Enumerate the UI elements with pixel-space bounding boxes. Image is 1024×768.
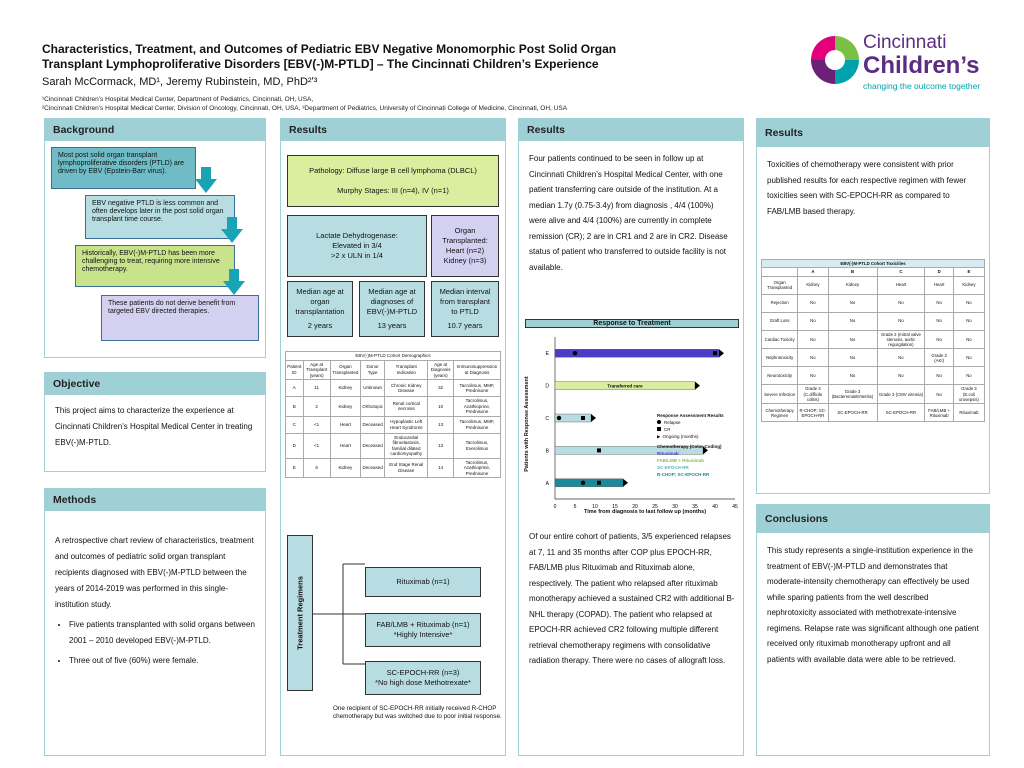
demographics-cell: Chronic Kidney Disease (385, 380, 428, 397)
regimen-footnote: One recipient of SC-EPOCH-RR initially received R-CHOP chemotherapy but was switched due to poor initial response. (333, 705, 502, 720)
regimen-fab-lmb (365, 613, 481, 647)
median-interval-box (431, 281, 499, 337)
toxicities-cell: No (953, 330, 984, 349)
legend-chemo-1: Rituximab (657, 451, 679, 456)
toxicities-cell: Kidney (828, 276, 877, 294)
demographics-cell: D (286, 433, 304, 458)
chart-y-tick-label: A (545, 480, 549, 487)
toxicities-cell: Rituximab (953, 404, 984, 422)
logo-mark-icon (805, 30, 865, 90)
response-chart (525, 319, 739, 519)
regimen-sc-epoch-rr-text: SC-EPOCH-RR (n=3) (386, 668, 460, 677)
demographics-cell: 14 (428, 458, 454, 478)
toxicities-cell: Grade 3 (C.difficile colitis) (798, 385, 828, 404)
table-row (762, 276, 985, 294)
table-row (286, 416, 501, 433)
demographics-header-cell: Immunosuppression at Diagnosis (454, 360, 501, 380)
background-heading: Background (45, 119, 265, 141)
logo-line-2: Children’s (863, 52, 980, 79)
legend-chemo-4: R-CHOP; SC-EPOCH-RR (657, 472, 710, 477)
table-row (762, 330, 985, 349)
toxicities-header-cell: D (925, 268, 953, 276)
toxicities-cell: R-CHOP; SC-EPOCH-RR (798, 404, 828, 422)
toxicities-table (761, 259, 985, 422)
chart-x-tick-label: 40 (712, 504, 718, 510)
toxicities-header-cell: E (953, 268, 984, 276)
toxicities-header-cell: C (877, 268, 925, 276)
toxicities-cell: No (798, 349, 828, 367)
table-row (286, 380, 501, 397)
background-box-2: EBV negative PTLD is less common and often develops later in the post solid organ transplant time course. (85, 195, 235, 239)
toxicities-cell: No (798, 330, 828, 349)
toxicities-cell: No (953, 349, 984, 367)
toxicities-cell: Grade 3 (CMV viremia) (877, 385, 925, 404)
pathology-text: Pathology: Diffuse large B cell lymphoma (DLBCL) (309, 166, 477, 175)
median-age-transplant-label: Median age at organ transplantation (295, 287, 345, 316)
conclusions-text: This study represents a single-institution experience in the treatment of EBV(-)M-PTLD and demonstrates that moderate-intensity chemotherapy can effectively be used while sparing patients from the well described nephrotoxicity associated with methotrexate-intensive regimens. Relapse rate was significant although one patient received only rituximab monotherapy upfront and all patients with available data were able to be retrieved. (767, 546, 979, 664)
chart-title: Response to Treatment (525, 319, 739, 328)
chart-x-tick-label: 45 (732, 504, 738, 510)
chart-relapse-point (573, 351, 577, 355)
demographics-cell: Unknown (361, 380, 385, 397)
toxicities-cell: No (925, 385, 953, 404)
methods-bullet-1: • Five patients transplanted with solid organs between 2001 – 2010 developed EBV(-)M-PTLD. (69, 617, 255, 649)
conclusions-heading: Conclusions (757, 505, 989, 533)
regimen-sc-epoch-rr-note: *No high dose Methotrexate* (375, 678, 471, 687)
demographics-cell: E (286, 458, 304, 478)
background-box-4: These patients do not derive benefit from targeted EBV directed therapies. (101, 295, 259, 341)
chart-x-tick-label: 30 (672, 504, 678, 510)
chart-cr-point (597, 481, 601, 485)
median-interval-value: 10.7 years (447, 321, 483, 330)
toxicities-header-cell: A (798, 268, 828, 276)
toxicities-cell: Kidney (953, 276, 984, 294)
toxicities-cell: No (828, 349, 877, 367)
toxicities-cell: No (925, 330, 953, 349)
poster-title (42, 42, 742, 72)
title-line-2: Transplant Lymphoproliferative Disorders [EBV(-)M-PTLD] – The Cincinnati Children’s Experience (42, 57, 599, 71)
chart-x-tick-label: 5 (573, 504, 577, 510)
results-paragraph-1: Four patients continued to be seen in follow up at Cincinnati Children’s Hospital Medical Center, with one patient transferring care outside of the institution. At a median 1.7y (0.75-3.4y) from diagnosis , 4/4 (100%) were alive and 4/4 (100%) are currently in complete remission (CR); 2 are in CR1 and 2 are in CR2. Disease status of patient who transferred to outside facility is not available. (529, 154, 728, 272)
legend-cr: CR (657, 426, 737, 433)
organ-kidney: Kidney (n=3) (443, 256, 487, 265)
toxicities-cell: Grade 2 (AKI) (925, 349, 953, 367)
toxicities-cell: No (828, 294, 877, 312)
regimen-connector-lines (313, 539, 365, 689)
legend-chemo-heading: Chemotherapy (Color-Coding) (657, 444, 722, 449)
toxicities-cell: Severe Infection (762, 385, 798, 404)
demographics-cell: Kidney (330, 380, 360, 397)
median-age-diagnosis-label: Median age at diagnoses of EBV(-)M-PTLD (366, 287, 418, 316)
demographics-cell: Kidney (330, 397, 360, 417)
regimen-fab-lmb-text: FAB/LMB + Rituximab (n=1) (376, 620, 470, 629)
chart-ongoing-arrow (695, 382, 700, 390)
demographics-cell: 32 (428, 380, 454, 397)
toxicities-cell: No (877, 349, 925, 367)
legend-chemo-3: SC-EPOCH-RR (657, 465, 689, 470)
results-heading-2: Results (519, 119, 743, 141)
demographics-cell: A (286, 380, 304, 397)
down-arrow-icon (195, 167, 217, 193)
demographics-cell: Deceased (361, 458, 385, 478)
demographics-cell: 2 (303, 397, 330, 417)
demographics-header-row (286, 360, 501, 380)
results-heading-1: Results (281, 119, 505, 141)
toxicities-cell: No (828, 367, 877, 385)
regimen-rituximab-text: Rituximab (n=1) (396, 577, 450, 586)
regimen-sc-epoch-rr (365, 661, 481, 695)
toxicities-cell: No (877, 294, 925, 312)
logo-tagline: changing the outcome together (863, 81, 981, 91)
toxicities-cell: No (925, 312, 953, 330)
chart-x-tick-label: 0 (553, 504, 557, 510)
chart-y-tick-label: B (545, 448, 549, 455)
demographics-table (285, 351, 501, 478)
toxicities-cell: No (953, 294, 984, 312)
toxicities-cell: No (877, 312, 925, 330)
demographics-header-cell: Patient ID (286, 360, 304, 380)
results-heading-3: Results (757, 119, 989, 147)
demographics-cell: Endocardial fibroelastosis, familial dilated cardiomyopathy (385, 433, 428, 458)
chart-xlabel: Time from diagnosis to last follow up (months) (583, 509, 707, 515)
demographics-cell: <1 (303, 433, 330, 458)
ldh-value-2: >2 x ULN in 1/4 (331, 251, 383, 260)
regimen-rituximab (365, 567, 481, 597)
pathology-box (287, 155, 499, 207)
table-row (286, 397, 501, 417)
background-box-3: Historically, EBV(-)M-PTLD has been more challenging to treat, requiring more intensive chemotherapy. (75, 245, 235, 287)
demographics-cell: Kidney (330, 458, 360, 478)
toxicities-cell: No (798, 294, 828, 312)
background-panel (44, 118, 266, 358)
demographics-cell: Orthotopic (361, 397, 385, 417)
chart-bar-annotation: Transferred care (607, 383, 643, 389)
treatment-regimens-label: Treatment Regimens (295, 576, 305, 650)
chart-cr-point (713, 351, 717, 355)
chart-y-tick-label: E (545, 351, 549, 358)
median-age-transplant-box (287, 281, 353, 337)
median-interval-label: Median interval from transplant to PTLD (439, 287, 491, 316)
background-box-1: Most post solid organ transplant lymphoproliferative disorders (PTLD) are driven by EBV (Epstein-Barr virus). (51, 147, 196, 189)
demographics-cell: Heart (330, 416, 360, 433)
toxicities-cell: SC-EPOCH-RR (877, 404, 925, 422)
demographics-cell: B (286, 397, 304, 417)
chart-relapse-point (581, 481, 585, 485)
toxicities-title: EBV(-)M-PTLD Cohort Toxicities (762, 260, 985, 268)
methods-heading: Methods (45, 489, 265, 511)
median-age-diagnosis-value: 13 years (377, 321, 407, 330)
affiliation-1: ¹Cincinnati Children’s Hospital Medical Center, Department of Pediatrics, Cincinnati, OH, USA, (42, 96, 314, 103)
table-row (762, 294, 985, 312)
cincinnati-childrens-logo (805, 28, 995, 94)
demographics-cell: C (286, 416, 304, 433)
methods-panel (44, 488, 266, 756)
authors: Sarah McCormack, MD¹, Jeremy Rubinstein, MD, PhD²ʹ³ (42, 76, 318, 88)
organ-transplanted-box (431, 215, 499, 277)
demographics-cell: End Stage Renal Disease (385, 458, 428, 478)
legend-chemo-2: FAB/LMB + Rituximab (657, 458, 704, 463)
ldh-box (287, 215, 427, 277)
objective-text: This project aims to characterize the experience at Cincinnati Children’s Hospital Medical Center in treating EBV(-)M-PTLD. (55, 406, 253, 447)
table-row (762, 404, 985, 422)
demographics-cell: Tacrolimus, Azathioprine, Prednisone (454, 397, 501, 417)
toxicities-cell: Organ Transplanted (762, 276, 798, 294)
chart-x-tick-label: 25 (652, 504, 658, 510)
demographics-cell: <1 (303, 416, 330, 433)
demographics-cell: Tacrolimus, MMF, Prednisone (454, 380, 501, 397)
toxicities-header-cell (762, 268, 798, 276)
conclusions-panel (756, 504, 990, 756)
demographics-header-cell: Donor Type (361, 360, 385, 380)
regimen-fab-lmb-note: *Highly Intensive* (393, 630, 453, 639)
ldh-value-1: Elevated in 3/4 (332, 241, 382, 250)
chart-cr-point (581, 416, 585, 420)
murphy-stages-text: Murphy Stages: III (n=4), IV (n=1) (337, 186, 449, 195)
toxicities-cell: Chemotherapy Regimen (762, 404, 798, 422)
title-line-1: Characteristics, Treatment, and Outcomes of Pediatric EBV Negative Monomorphic Post Solid Organ (42, 42, 617, 56)
chart-x-tick-label: 35 (692, 504, 698, 510)
toxicities-header-row (762, 268, 985, 276)
toxicities-cell: Grade 2 (mitral valve stenosis, aortic regurgitation) (877, 330, 925, 349)
chart-ongoing-arrow (623, 479, 628, 487)
legend-ongoing: ▶ Ongoing (months) (657, 434, 699, 439)
table-row (762, 367, 985, 385)
demographics-title: EBV(-)M-PTLD Cohort Demographics (286, 352, 501, 361)
demographics-cell: 6 (303, 458, 330, 478)
toxicities-cell: Rejection (762, 294, 798, 312)
toxicities-cell: No (953, 312, 984, 330)
demographics-cell: 13 (428, 433, 454, 458)
objective-panel (44, 372, 266, 472)
demographics-cell: Deceased (361, 433, 385, 458)
table-row (762, 349, 985, 367)
organ-label: Organ Transplanted: (442, 226, 488, 245)
toxicities-cell: No (828, 330, 877, 349)
chart-cr-point (597, 448, 601, 452)
toxicities-cell: FAB/LMB + Rituximab (925, 404, 953, 422)
toxicities-cell: Graft Loss (762, 312, 798, 330)
demographics-header-cell: Age at Transplant (years) (303, 360, 330, 380)
demographics-cell: Tacrolimus, Everolimus (454, 433, 501, 458)
toxicities-cell: Neurotoxicity (762, 367, 798, 385)
table-row (762, 312, 985, 330)
toxicities-header-cell: B (828, 268, 877, 276)
relapse-dot-icon (657, 420, 661, 424)
demographics-cell: Hypoplastic Left Heart Syndrome (385, 416, 428, 433)
demographics-cell: Tacrolimus, MMF, Prednisone (454, 416, 501, 433)
toxicities-cell: No (925, 294, 953, 312)
chart-relapse-point (557, 416, 561, 420)
table-row (286, 458, 501, 478)
methods-text: A retrospective chart review of characteristics, treatment and outcomes of pediatric solid organ transplant recipients diagnosed with EBV(-)M-PTLD between the years of 2014-2019 was performed in this single-institution study. (55, 536, 254, 609)
demographics-cell: 11 (303, 380, 330, 397)
ldh-label: Lactate Dehydrogenase: (316, 231, 398, 240)
median-age-transplant-value: 2 years (307, 321, 333, 330)
toxicities-cell: Nephrotoxicity (762, 349, 798, 367)
demographics-header-cell: Age at Diagnosis (years) (428, 360, 454, 380)
methods-bullet-2: • Three out of five (60%) were female. (69, 653, 255, 669)
demographics-cell: Tacrolimus, Azathioprine, Prednisone (454, 458, 501, 478)
results-paragraph-2: Of our entire cohort of patients, 3/5 experienced relapses at 7, 11 and 35 months after COP plus EPOCH-RR, FAB/LMB plus Rituximab and Rituximab alone, respectively. The patient who relapsed after rituximab monotherapy achieved a sustained CR2 with additional B-NHL therapy (COPAD). The patient who relapsed at EPOCH-RR achieved CR2 following multiple different retrieval chemotherapy regimens with consolidative radiation therapy. There were no cases of allograft loss. (529, 532, 735, 665)
chart-x-tick-label: 15 (612, 504, 618, 510)
toxicities-cell: Heart (925, 276, 953, 294)
down-arrow-icon (221, 217, 243, 243)
toxicities-cell: No (798, 367, 828, 385)
cr-square-icon (657, 427, 661, 431)
legend-heading: Response Assessment Results (657, 413, 724, 418)
demographics-cell: Deceased (361, 416, 385, 433)
ongoing-arrow-icon: ▶ (657, 434, 661, 439)
demographics-cell: 13 (428, 416, 454, 433)
toxicities-cell: No (877, 367, 925, 385)
chart-bar (555, 479, 623, 487)
toxicities-cell: No (925, 367, 953, 385)
results-panel-2 (518, 118, 744, 756)
toxicities-cell: SC-EPOCH-RR (828, 404, 877, 422)
chart-legend (657, 412, 737, 478)
organ-heart: Heart (n=2) (445, 246, 485, 255)
chart-bar (555, 349, 719, 357)
down-arrow-icon (223, 269, 245, 295)
toxicities-cell: No (828, 312, 877, 330)
chart-y-tick-label: C (545, 416, 549, 422)
toxicities-cell: Grade 3 (E.coli urosepsis) (953, 385, 984, 404)
results-3-text: Toxicities of chemotherapy were consistent with prior published results for each respective regimen with fewer toxicities seen with SC-EPOCH-RR as compared to FAB/LMB based therapy. (767, 160, 967, 216)
chart-ylabel: Patients with Response Assessment (524, 376, 530, 472)
results-panel-3 (756, 118, 990, 494)
demographics-cell: Heart (330, 433, 360, 458)
toxicities-cell: Heart (877, 276, 925, 294)
demographics-header-cell: Organ Transplanted (330, 360, 360, 380)
demographics-cell: Renal cortical necrosis (385, 397, 428, 417)
chart-ongoing-arrow (591, 414, 596, 422)
chart-y-tick-label: D (545, 383, 549, 390)
table-row (286, 433, 501, 458)
toxicities-cell: Grade 3 (Bacteremia/Enteritis) (828, 385, 877, 404)
toxicities-cell: No (798, 312, 828, 330)
legend-relapse: Relapse (657, 419, 737, 426)
chart-x-tick-label: 10 (592, 504, 598, 510)
demographics-header-cell: Transplant Indication (385, 360, 428, 380)
median-age-diagnosis-box (359, 281, 425, 337)
table-row (762, 385, 985, 404)
chart-ongoing-arrow (719, 349, 724, 357)
toxicities-cell: No (953, 367, 984, 385)
chart-x-tick-label: 20 (632, 504, 638, 510)
demographics-cell: 10 (428, 397, 454, 417)
results-panel-1 (280, 118, 506, 756)
toxicities-cell: Kidney (798, 276, 828, 294)
logo-line-1: Cincinnati (863, 32, 947, 53)
affiliation-2: ²Cincinnati Children’s Hospital Medical Center, Division of Oncology, Cincinnati, OH, USA, ³Department of Pediatrics, University of Cincinnati College of Medicine, Cincinnati, OH, USA (42, 105, 568, 112)
toxicities-cell: Cardiac Toxicity (762, 330, 798, 349)
objective-heading: Objective (45, 373, 265, 395)
treatment-regimens-label-box (287, 535, 313, 691)
